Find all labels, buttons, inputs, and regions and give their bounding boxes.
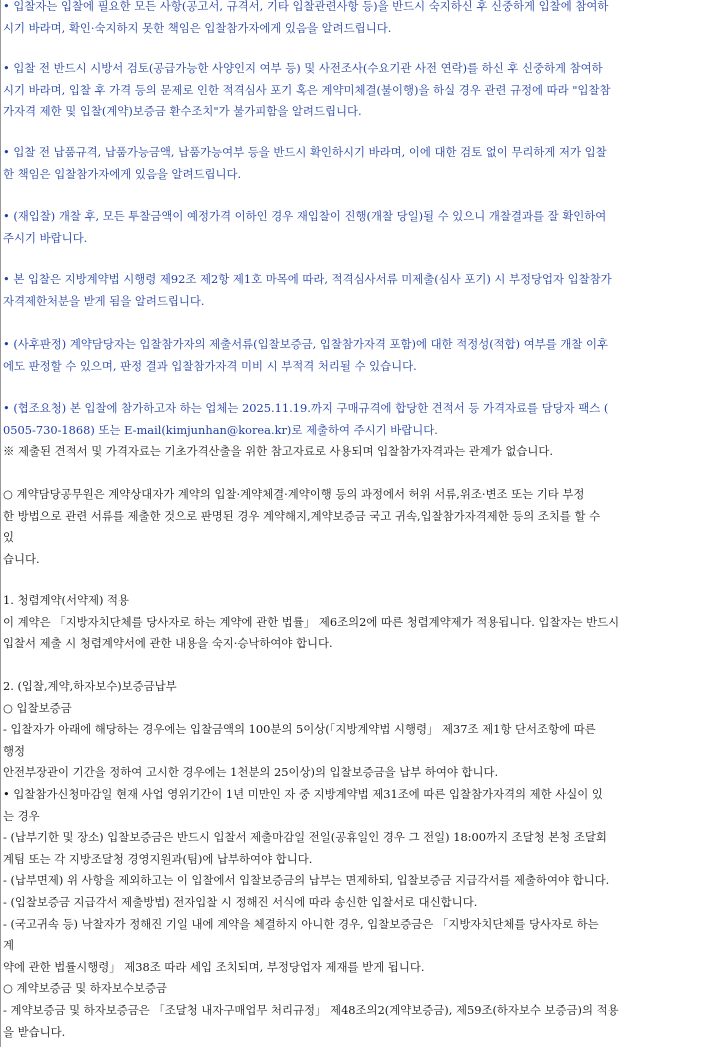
notice-rebid: • (재입찰) 개찰 후, 모든 투찰금액이 예정가격 이하인 경우 재입찰이 진행(개찰 당일)될 수 있으니 개찰결과를 잘 확인하여 주시기 바랍니다. bbox=[3, 209, 607, 245]
section-deposit-payment: 2. (입찰,계약,하자보수)보증금납부 ○ 입찰보증금 - 입찰자가 아래에 해당하는 경우에는 입찰금액의 100분의 5이상(「지방계약법 시행령」 제37조 제1항 단서조항에 따른 행정 안전부장관이 기간을 정하여 고시한 경우에는 1천분의 25이상)의 입찰보증금을 납부 하여야 합니다. • 입찰참가신청마감일 현재 사업 영위기간이 1년 미만인 자 중 지방계약법 제31조에 따른 입찰참가자격의 제한 사실이 있 는 경우 - (납부기한 및 장소) 입찰보증금은 반드시 입찰서 제출마감일 전일(공휴일인 경우 그 전일) 18:00까지 조달청 본청 조달회 계팀 또는 각 지방조달청 경영지원과(팀)에 납부하여야 합니다. - (납부면제) 위 사항을 제외하고는 이 입찰에서 입찰보증금의 납부는 면제하되, 입찰보증금 지급각서를 제출하여야 합니다. - (입찰보증금 지급각서 제출방법) 전자입찰 시 정해진 서식에 따라 송신한 입찰서로 대신합니다. - (국고귀속 등) 낙찰자가 정해진 기일 내에 계약을 체결하지 아니한 경우, 입찰보증금은 「지방자치단체를 당사자로 하는 계 약에 관한 법률시행령」 제38조 따라 세입 조치되며, 부정당업자 제재를 받게 됩니다. ○ 계약보증금 및 하자보수보증금 - 계약보증금 및 하자보증금은 「조달청 내자구매업무 처리규정」 제48조의2(계약보증금), 제59조(하자보수 보증금)의 적용 을 받습니다. bbox=[3, 679, 619, 1039]
notice-post-judgment: • (사후판정) 계약담당자는 입찰참가자의 제출서류(입찰보증금, 입찰참가자격 포함)에 대한 적정성(적합) 여부를 개찰 이후 에도 판정할 수 있으며, 판정 결과 입찰참가자격 미비 시 부적격 처리될 수 있습니다. bbox=[3, 337, 608, 373]
note-quote-reference: ※ 제출된 견적서 및 가격자료는 기초가격산출을 위한 참고자료로 사용되며 입찰참가자격과는 관계가 없습니다. bbox=[3, 444, 553, 458]
notice-bid-prerequisites: • 입찰자는 입찰에 필요한 모든 사항(공고서, 규격서, 기타 입찰관련사항 등)을 반드시 숙지하신 후 신중하게 입찰에 참여하 시기 바라며, 확인·숙지하지 못한 책임은 입찰참가자에게 있음을 알려드립니다. bbox=[3, 0, 609, 35]
notice-delivery-check: • 입찰 전 납품규격, 납품가능금액, 납품가능여부 등을 반드시 확인하시기 바라며, 이에 대한 검토 없이 무리하게 저가 입찰 한 책임은 입찰참가자에게 있음을 알려드립니다. bbox=[3, 145, 607, 181]
notice-qualification-review: • 본 입찰은 지방계약법 시행령 제92조 제2항 제1호 마목에 따라, 적격심사서류 미제출(심사 포기) 시 부정당업자 입찰참가 자격제한처분을 받게 됨을 알려드립니다. bbox=[3, 272, 612, 308]
notice-spec-review: • 입찰 전 반드시 시방서 검토(공급가능한 사양인지 여부 등) 및 사전조사(수요기관 사전 연락)를 하신 후 신중하게 참여하 시기 바라며, 입찰 후 가격 등의 문제로 인한 적격심사 포기 혹은 계약미체결(불이행)을 하실 경우 관련 규정에 따라 "입찰참 가자격 제한 및 입찰(계약)보증금 환수조치"가 불가피함을 알려드립니다. bbox=[3, 61, 611, 119]
section-integrity-contract: 1. 청렴계약(서약제) 적용 이 계약은 「지방자치단체를 당사자로 하는 계약에 관한 법률」 제6조의2에 따른 청렴계약제가 적용됩니다. 입찰자는 반드시 입찰서 제출 시 청렴계약서에 관한 내용을 숙지·승낙하여야 합니다. bbox=[3, 593, 620, 651]
notice-quote-request: • (협조요청) 본 입찰에 참가하고자 하는 업체는 2025.11.19.까지 구매규격에 합당한 견적서 등 가격자료를 담당자 팩스 ( 0505-730-1868) 또는 E-mail(kimjunhan@korea.kr)로 제출하여 주시기 바랍니다. bbox=[3, 401, 609, 437]
clause-false-documents: ○ 계약담당공무원은 계약상대자가 계약의 입찰·계약체결·계약이행 등의 과정에서 허위 서류,위조·변조 또는 기타 부정 한 방법으로 관련 서류를 제출한 것으로 판명된 경우 계약해지,계약보증금 국고 귀속,입찰참가자격제한 등의 조치를 할 수 있 습니다. bbox=[3, 487, 601, 566]
